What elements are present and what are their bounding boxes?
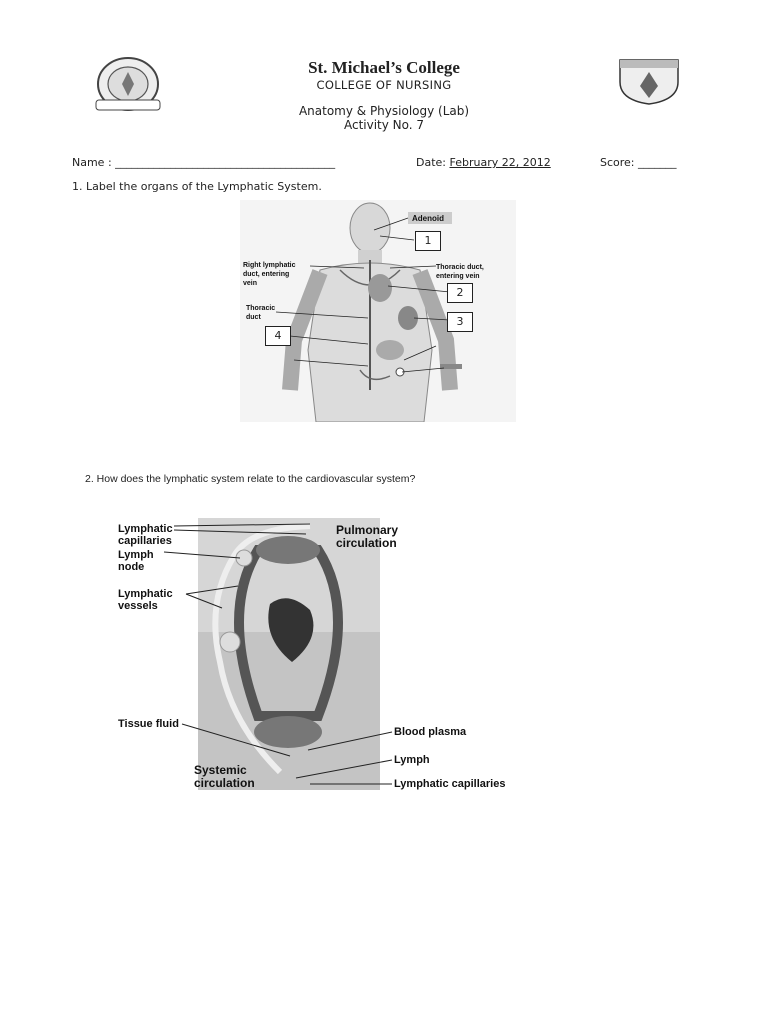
label-right-duct-1: Right lymphatic [243, 262, 296, 269]
label-right-duct-2: duct, entering [243, 271, 290, 278]
question-2: 2. How does the lymphatic system relate to the cardiovascular system? [85, 473, 416, 485]
label-lymphatic-vessels-1: Lymphatic [118, 588, 173, 600]
question-1: 1. Label the organs of the Lymphatic System. [72, 180, 322, 193]
lymphatic-system-diagram [240, 200, 516, 422]
label-blood-plasma: Blood plasma [394, 726, 467, 738]
label-thoracic-1: Thoracic [246, 305, 276, 312]
label-right-duct-3: vein [243, 280, 258, 287]
label-lymphatic-capillaries-bottom: Lymphatic capillaries [394, 778, 506, 790]
answer-box-4[interactable]: 4 [265, 326, 291, 346]
name-blank[interactable]: ________________________________________ [115, 156, 336, 169]
activity-title: Activity No. 7 [343, 118, 425, 132]
label-thoracic-entering-1: Thoracic duct, [436, 264, 484, 271]
date-value: February 22, 2012 [449, 156, 551, 169]
label-lymph-node-2: node [118, 561, 145, 573]
label-systemic-2: circulation [194, 776, 255, 790]
score-label: Score: [600, 156, 635, 169]
label-lymph-node-1: Lymph [118, 549, 154, 561]
college-title: St. Michael’s College [308, 58, 460, 77]
label-pulmonary-2: circulation [336, 536, 397, 550]
department-title: COLLEGE OF NURSING [316, 78, 452, 92]
label-lymphatic-vessels-2: vessels [118, 600, 158, 612]
label-tissue-fluid: Tissue fluid [118, 718, 179, 730]
name-field[interactable] [72, 156, 335, 169]
label-lymphatic-capillaries-2: capillaries [118, 535, 172, 547]
label-thoracic-2: duct [246, 314, 261, 321]
label-systemic-1: Systemic [194, 763, 247, 777]
label-lymph: Lymph [394, 754, 430, 766]
score-field[interactable] [600, 156, 677, 169]
answer-box-3[interactable]: 3 [447, 312, 473, 332]
name-label: Name : [72, 156, 112, 169]
date-field [416, 156, 551, 169]
date-label: Date: [416, 156, 446, 169]
label-pulmonary-1: Pulmonary [336, 523, 399, 537]
circulation-diagram [110, 512, 530, 797]
label-lymphatic-capillaries-1: Lymphatic [118, 523, 173, 535]
subject-title: Anatomy & Physiology (Lab) [298, 104, 470, 118]
score-blank[interactable]: _______ [638, 156, 677, 169]
label-thoracic-entering-2: entering vein [436, 273, 480, 280]
label-adenoid: Adenoid [412, 214, 444, 223]
answer-box-2[interactable]: 2 [447, 283, 473, 303]
answer-box-1[interactable]: 1 [415, 231, 441, 251]
